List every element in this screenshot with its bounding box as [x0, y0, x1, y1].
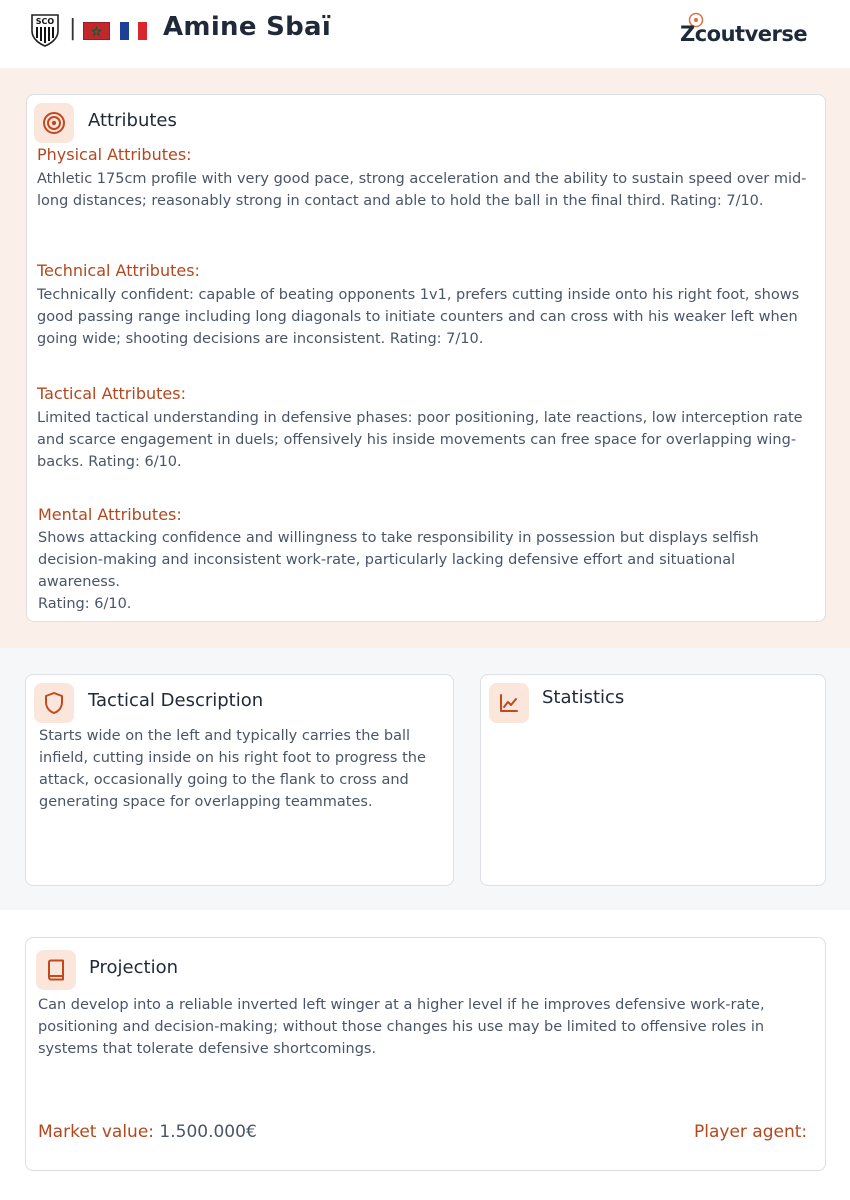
market-value-amount: 1.500.000€ — [159, 1122, 257, 1142]
statistics-card — [480, 674, 826, 886]
morocco-flag-icon — [83, 22, 110, 40]
projection-text: Can develop into a reliable inverted left winger at a higher level if he improves defensive work-rate, positioning and decision-making; without those changes his use may be limited to offensive roles in systems that tolerate defensive shortcomings. — [38, 997, 765, 1057]
tactical-attributes-label: Tactical Attributes: — [37, 384, 186, 403]
technical-attributes-text: Technically confident: capable of beating opponents 1v1, prefers cutting inside onto his right foot, shows good passing range including long diagonals to initiate counters and can cross with his weaker left when going wide; shooting decisions are inconsistent. Rating: 7/10. — [37, 287, 800, 347]
market-value-label: Market value: — [38, 1122, 155, 1142]
brand-logo — [680, 12, 812, 46]
france-flag-icon — [120, 22, 147, 40]
mental-attributes-label: Mental Attributes: — [38, 505, 182, 524]
tactical-description-title: Tactical Description — [88, 690, 264, 711]
tactical-description-text: Starts wide on the left and typically carries the ball infield, cutting inside on his right foot to progress the attack, occasionally going to the flank to cross and generating space for overlapping teammates. — [39, 728, 426, 810]
statistics-title: Statistics — [542, 687, 625, 708]
svg-text:SCO: SCO — [35, 17, 55, 26]
book-icon — [36, 950, 76, 990]
brand-name: Zcoutverse — [680, 22, 808, 46]
mental-attributes-text: Shows attacking confidence and willingness to take responsibility in possession but displays selfish decision-making and inconsistent work-rate, particularly lacking defensive effort and situational awareness. Rating: 6/10. — [38, 530, 759, 612]
header-separator: | — [69, 16, 77, 41]
report-header — [0, 0, 850, 68]
player-agent-label: Player agent: — [694, 1122, 808, 1142]
line-chart-icon — [489, 683, 529, 723]
shield-icon — [34, 683, 74, 723]
club-crest-icon — [30, 13, 60, 47]
target-icon — [34, 103, 74, 143]
player-name: Amine Sbaï — [163, 12, 332, 42]
market-value — [38, 1122, 257, 1142]
attributes-title: Attributes — [88, 110, 177, 131]
physical-attributes-label: Physical Attributes: — [37, 145, 192, 164]
technical-attributes-label: Technical Attributes: — [37, 261, 200, 280]
tactical-attributes-text: Limited tactical understanding in defensive phases: poor positioning, late reactions, low interception rate and scarce engagement in duels; offensively his inside movements can free space for overlapping wing- backs. Rating: 6/10. — [37, 410, 803, 470]
projection-title: Projection — [89, 957, 179, 978]
physical-attributes-text: Athletic 175cm profile with very good pace, strong acceleration and the ability to sustain speed over mid- long distances; reasonably strong in contact and able to hold the ball in the final third. Rating: 7/10. — [37, 171, 807, 209]
